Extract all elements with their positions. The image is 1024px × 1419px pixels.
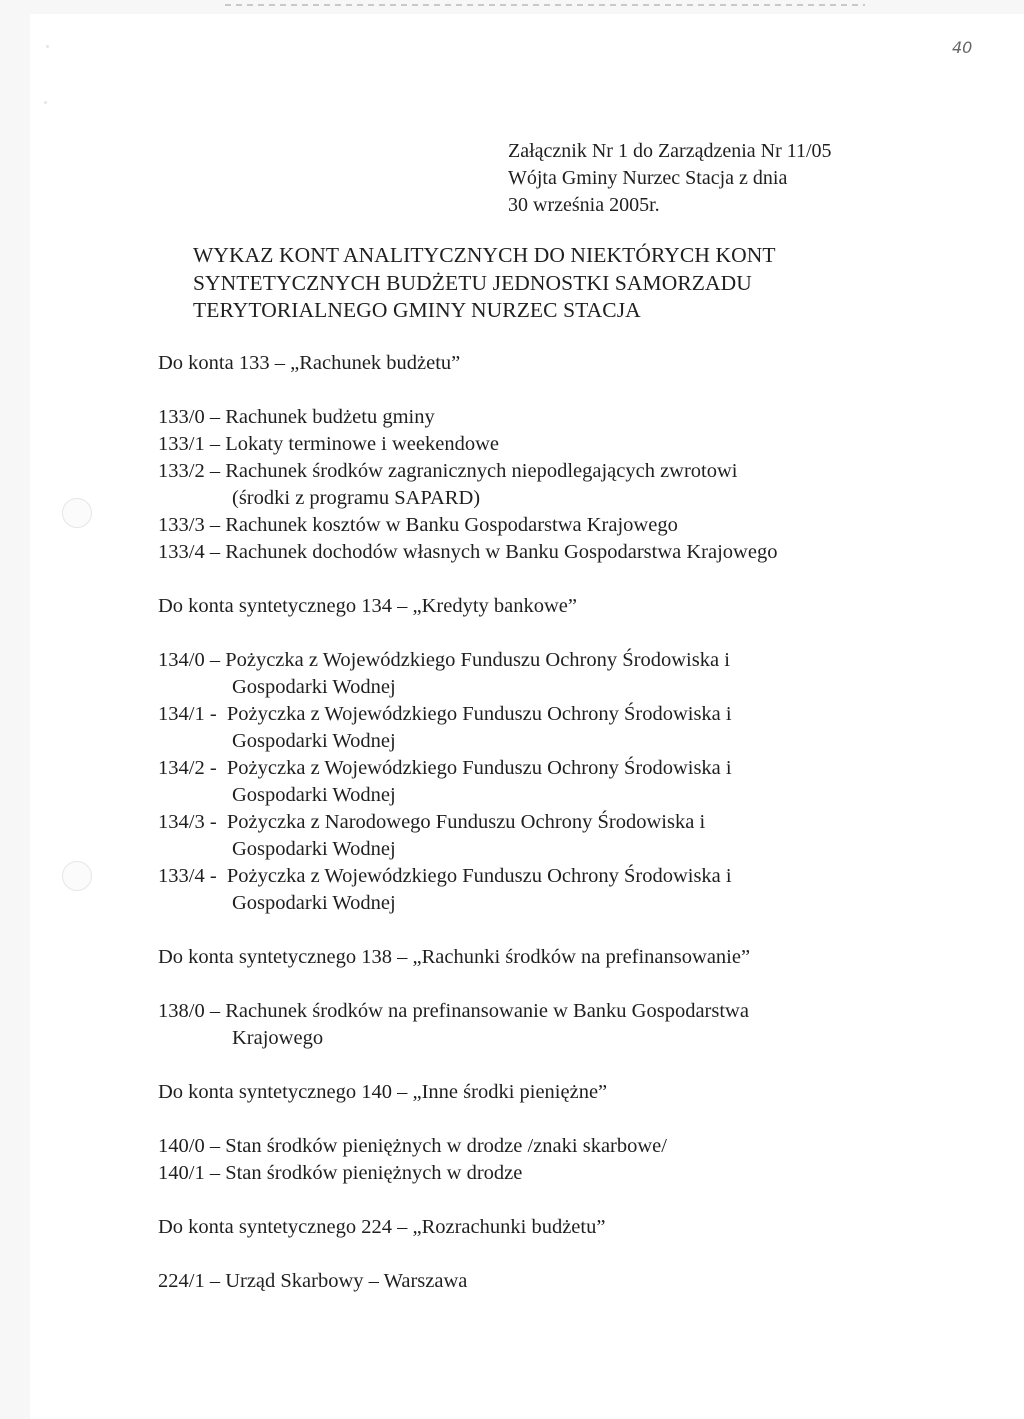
list-item-continuation: Gospodarki Wodnej: [232, 784, 396, 806]
account-list: [158, 350, 1008, 1295]
account-desc: Stan środków pieniężnych w drodze: [225, 1162, 523, 1184]
account-desc: Rachunek dochodów własnych w Banku Gospodarstwa Krajowego: [225, 541, 778, 563]
section-138-items: [158, 998, 1008, 1052]
punch-hole-upper: [62, 498, 92, 528]
list-item: [158, 701, 1008, 728]
header-line-3: 30 września 2005r.: [508, 194, 660, 216]
list-item: [158, 512, 1008, 539]
list-item: [158, 404, 1008, 431]
punch-hole-lower: [62, 861, 92, 891]
account-code: 133/1 –: [158, 433, 226, 455]
header-line-2: Wójta Gminy Nurzec Stacja z dnia: [508, 167, 788, 189]
list-item: [158, 863, 1008, 890]
account-code: 140/0 –: [158, 1135, 226, 1157]
title-line-1: WYKAZ KONT ANALITYCZNYCH DO NIEKTÓRYCH KONT: [193, 243, 776, 267]
list-item: [158, 458, 1008, 485]
document-title: [193, 242, 993, 325]
account-desc: Pożyczka z Wojewódzkiego Funduszu Ochrony Środowiska i: [226, 865, 732, 887]
account-code: 133/4 –: [158, 541, 226, 563]
section-heading-140: Do konta syntetycznego 140 – „Inne środki pieniężne”: [158, 1081, 608, 1103]
account-desc: Pożyczka z Wojewódzkiego Funduszu Ochrony Środowiska i: [226, 757, 732, 779]
account-desc: Stan środków pieniężnych w drodze /znaki skarbowe/: [225, 1135, 667, 1157]
account-code: 134/2 -: [158, 757, 227, 779]
handwritten-page-number: 40: [952, 38, 973, 57]
account-code: 140/1 –: [158, 1162, 226, 1184]
account-desc: Lokaty terminowe i weekendowe: [225, 433, 500, 455]
list-item: [158, 809, 1008, 836]
section-heading-224: Do konta syntetycznego 224 – „Rozrachunki budżetu”: [158, 1216, 606, 1238]
account-code: 133/0 –: [158, 406, 226, 428]
scan-speck: [46, 45, 49, 48]
list-item: [158, 647, 1008, 674]
account-code: 134/1 -: [158, 703, 227, 725]
account-code: 133/3 –: [158, 514, 226, 536]
account-desc: Rachunek środków na prefinansowanie w Banku Gospodarstwa: [225, 1000, 749, 1022]
title-line-3: TERYTORIALNEGO GMINY NURZEC STACJA: [193, 298, 641, 322]
section-134-items: [158, 647, 1008, 917]
attachment-header: [508, 138, 832, 219]
account-desc: Rachunek środków zagranicznych niepodlegających zwrotowi: [225, 460, 738, 482]
account-code: 133/4 -: [158, 865, 227, 887]
list-item-continuation: Gospodarki Wodnej: [232, 676, 396, 698]
list-item: [158, 1133, 1008, 1160]
header-line-1: Załącznik Nr 1 do Zarządzenia Nr 11/05: [508, 140, 832, 162]
account-desc: Urząd Skarbowy – Warszawa: [225, 1270, 468, 1292]
account-desc: Pożyczka z Wojewódzkiego Funduszu Ochrony Środowiska i: [226, 703, 732, 725]
list-item: [158, 1160, 1008, 1187]
list-item: [158, 539, 1008, 566]
list-item-continuation: Krajowego: [232, 1027, 324, 1049]
list-item-continuation: (środki z programu SAPARD): [232, 487, 481, 509]
list-item-continuation: Gospodarki Wodnej: [232, 892, 396, 914]
account-desc: Rachunek budżetu gminy: [225, 406, 435, 428]
list-item: [158, 755, 1008, 782]
scan-speck: [44, 101, 47, 104]
scan-edge-artifact: [225, 4, 865, 6]
list-item-continuation: Gospodarki Wodnej: [232, 730, 396, 752]
title-line-2: SYNTETYCZNYCH BUDŻETU JEDNOSTKI SAMORZADU: [193, 270, 752, 295]
section-140-items: [158, 1133, 1008, 1187]
section-133-items: [158, 404, 1008, 566]
list-item: [158, 998, 1008, 1025]
section-224-items: [158, 1268, 1008, 1295]
account-desc: Rachunek kosztów w Banku Gospodarstwa Krajowego: [225, 514, 678, 536]
list-item: [158, 431, 1008, 458]
section-heading-134: Do konta syntetycznego 134 – „Kredyty bankowe”: [158, 595, 577, 617]
account-code: 134/0 –: [158, 649, 226, 671]
account-code: 133/2 –: [158, 460, 226, 482]
account-desc: Pożyczka z Wojewódzkiego Funduszu Ochrony Środowiska i: [225, 649, 730, 671]
section-heading-133: Do konta 133 – „Rachunek budżetu”: [158, 352, 461, 374]
list-item: [158, 1268, 1008, 1295]
account-desc: Pożyczka z Narodowego Funduszu Ochrony Środowiska i: [226, 811, 706, 833]
account-code: 138/0 –: [158, 1000, 226, 1022]
section-heading-138: Do konta syntetycznego 138 – „Rachunki środków na prefinansowanie”: [158, 946, 751, 968]
account-code: 224/1 –: [158, 1270, 226, 1292]
account-code: 134/3 -: [158, 811, 227, 833]
list-item-continuation: Gospodarki Wodnej: [232, 838, 396, 860]
